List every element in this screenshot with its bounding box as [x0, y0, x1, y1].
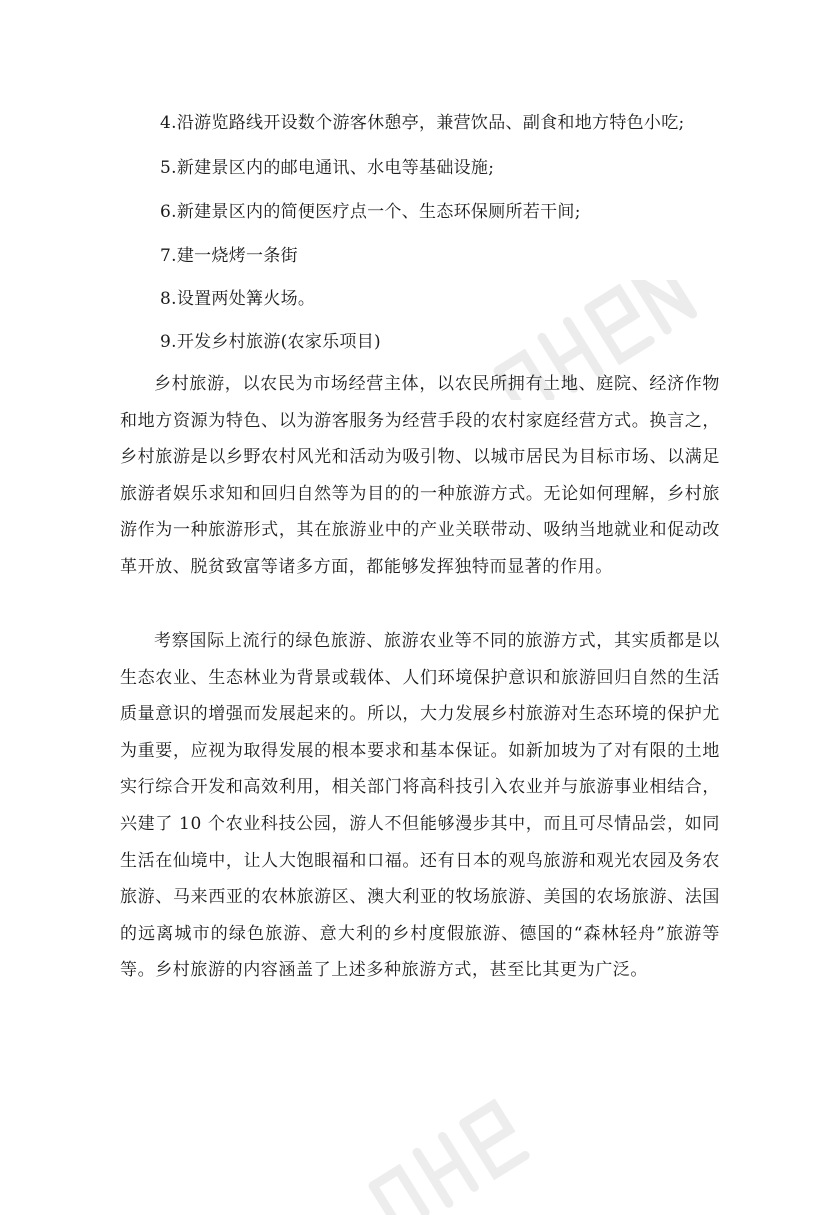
list-item: 7.建一烧烤一条街 [160, 246, 298, 266]
list-item: 5.新建景区内的邮电通讯、水电等基础设施; [160, 158, 495, 178]
list-item: 9.开发乡村旅游(农家乐项目) [160, 332, 381, 352]
paragraph: 考察国际上流行的绿色旅游、旅游农业等不同的旅游方式，其实质都是以生态农业、生态林业为背景或载体、人们环境保护意识和旅游回归自然的生活质量意识的增强而发展起来的。所以，大力发展乡村旅游对生态环境的保护尤为重要，应视为取得发展的根本要求和基本保证。如新加坡为了对有限的土地实行综合开发和高效利用，相关部门将高科技引入农业并与旅游事业相结合，兴建了 10 个农业科技公园，游人不但能够漫步其中，而且可尽情品尝，如同生活在仙境中，让人大饱眼福和口福。还有日本的观鸟旅游和观光农园及务农旅游、马来西亚的农林旅游区、澳大利亚的牧场旅游、美国的农场旅游、法国的远离城市的绿色旅游、意大利的乡村度假旅游、德国的“森林轻舟”旅游等等。乡村旅游的内容涵盖了上述多种旅游方式，甚至比其更为广泛。 [120, 631, 720, 981]
list-item: 8.设置两处篝火场。 [160, 289, 316, 309]
paragraph: 乡村旅游，以农民为市场经营主体，以农民所拥有土地、庭院、经济作物和地方资源为特色、以为游客服务为经营手段的农村家庭经营方式。换言之，乡村旅游是以乡野农村风光和活动为吸引物、以城市居民为目标市场、以满足旅游者娱乐求知和回归自然等为目的的一种旅游方式。无论如何理解，乡村旅游作为一种旅游形式，其在旅游业中的产业关联带动、吸纳当地就业和促动改革开放、脱贫致富等诸多方面，都能够发挥独特而显著的作用。 [120, 374, 720, 577]
list-item: 6.新建景区内的简便医疗点一个、生态环保厕所若干间; [160, 202, 581, 222]
watermark-logo-bottom [330, 1095, 590, 1215]
list-item: 4.沿游览路线开设数个游客休憩亭，兼营饮品、副食和地方特色小吃; [160, 113, 685, 133]
